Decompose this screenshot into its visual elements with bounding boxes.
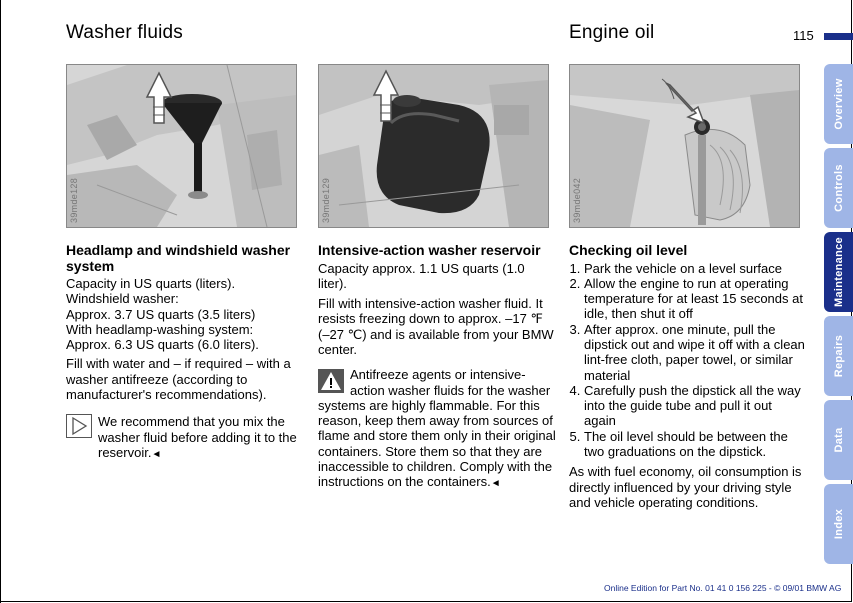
figure-washer-reservoir — [318, 64, 549, 228]
tab-index[interactable] — [824, 484, 853, 564]
note-text: We recommend that you mix the washer fluid before adding it to the reservoir. — [98, 414, 297, 460]
capacity-line: Capacity in US quarts (liters). — [66, 276, 236, 291]
oil-check-steps — [569, 261, 805, 460]
warning-triangle-icon — [318, 369, 344, 393]
tab-label: Maintenance — [832, 237, 845, 307]
figure-engine-dipstick — [569, 64, 800, 228]
windshield-capacity: Approx. 3.7 US quarts (3.5 liters) — [66, 306, 256, 322]
intensive-washer-heading: Intensive-action washer reservoir — [318, 242, 541, 258]
tab-controls[interactable] — [824, 148, 853, 228]
figure-label: 39mde129 — [321, 178, 331, 223]
headlamp-washing-label: With headlamp-washing system: — [66, 321, 254, 337]
page-number: 115 — [793, 28, 814, 43]
figure-label: 39mde128 — [69, 178, 79, 223]
tab-label: Controls — [832, 164, 845, 212]
tab-overview[interactable] — [824, 64, 853, 144]
oil-step: 4. Carefully push the dipstick all the way into the guide tube and pull it out again — [584, 383, 805, 429]
fill-instructions: Fill with water and – if required – with a washer antifreeze (according to manufacturer's recommendations). — [66, 356, 291, 403]
warning-text: Antifreeze agents or intensive-action washer fluids for the washer systems are highly flammable. For this reason, keep them away from sources of flame and store them only in their original containers. Store them so that they are inaccessible to children. Comply with the instructions on the containers. — [318, 367, 556, 490]
dipstick-illustration — [570, 65, 799, 227]
windshield-washer-label: Windshield washer: — [66, 291, 179, 307]
figure-washer-funnel — [66, 64, 297, 228]
oil-step: 3. After approx. one minute, pull the dipstick out and wipe it off with a clean lint-free cloth, paper towel, or similar material — [584, 322, 805, 383]
note-block — [66, 414, 302, 462]
warning-block — [318, 367, 556, 491]
figure-label: 39mde042 — [572, 178, 582, 223]
intensive-fill-text: Fill with intensive-action washer fluid. It resists freezing down to approx. –17 ℉ (–27 ℃) and is available from your BMW center. — [318, 296, 554, 357]
note-play-icon — [66, 414, 92, 438]
tab-data[interactable] — [824, 400, 853, 480]
tab-label: Index — [832, 508, 845, 540]
column-headlamp-washer — [66, 243, 302, 462]
washer-reservoir-illustration — [319, 65, 548, 227]
column-intensive-washer — [318, 243, 556, 492]
tab-repairs[interactable] — [824, 316, 853, 396]
washer-funnel-illustration — [67, 65, 296, 227]
oil-consumption-note: As with fuel economy, oil consumption is directly influenced by your driving style and vehicle operating conditions. — [569, 464, 802, 510]
end-mark-icon: ◄ — [151, 448, 162, 460]
headlamp-washer-heading: Headlamp and windshield washer system — [66, 242, 291, 274]
tab-label: Overview — [832, 78, 845, 130]
tab-maintenance[interactable] — [824, 232, 853, 312]
oil-step: 1. Park the vehicle on a level surface — [584, 261, 805, 276]
oil-step: 5. The oil level should be between the two graduations on the dipstick. — [584, 429, 805, 460]
end-mark-icon: ◄ — [490, 478, 501, 490]
footer-edition: Online Edition for Part No. 01 41 0 156 225 - © 09/01 BMW AG — [604, 583, 842, 593]
washer-fluids-title: Washer fluids — [66, 22, 183, 43]
oil-step: 2. Allow the engine to run at operating temperature for at least 15 seconds at idle, then shut it off — [584, 276, 805, 322]
tab-label: Repairs — [832, 334, 845, 378]
checking-oil-heading: Checking oil level — [569, 242, 688, 258]
tab-label: Data — [832, 427, 845, 453]
column-checking-oil — [569, 243, 805, 515]
headlamp-washing-capacity: Approx. 6.3 US quarts (6.0 liters). — [66, 337, 259, 353]
engine-oil-title: Engine oil — [569, 22, 655, 43]
page-number-bar — [824, 33, 853, 40]
reservoir-capacity: Capacity approx. 1.1 US quarts (1.0 liter). — [318, 260, 525, 291]
